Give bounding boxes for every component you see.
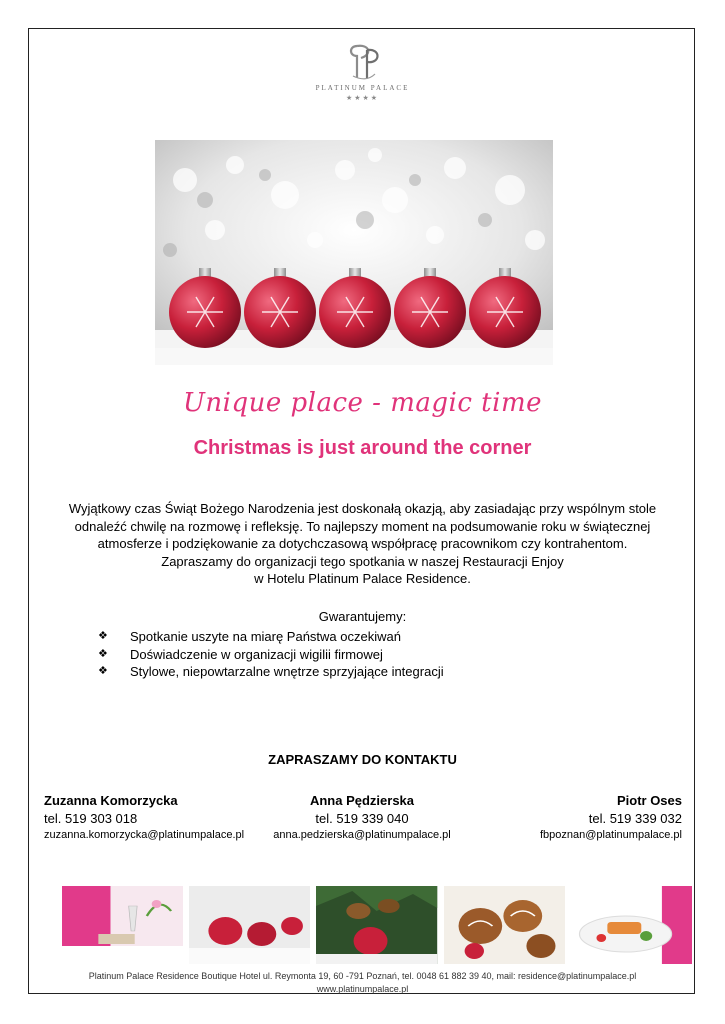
body-line: Wyjątkowy czas Świąt Bożego Narodzenia jest doskonałą okazją, aby zasiadając przy wspólnym stole [68,501,657,516]
list-item [98,663,444,681]
list-item [98,628,444,646]
contact-name: Zuzanna Komorzycka [44,793,178,808]
contact-card [540,792,682,845]
diamond-bullet-icon: ❖ [98,665,108,677]
subtitle: Christmas is just around the corner [193,437,532,459]
logo-monogram-icon [343,40,383,82]
photo-gingerbread [444,886,565,964]
photo-table-setting [62,886,183,964]
photo-strip [62,886,692,964]
footer-website-link[interactable]: www.platinumpalace.pl [316,984,409,994]
contact-phone[interactable]: tel. 519 339 032 [588,810,682,826]
diamond-bullet-icon: ❖ [98,630,108,642]
list-item-text: Stylowe, niepowtarzalne wnętrze sprzyjające integracji [130,664,444,679]
photo-plated-dish [571,886,692,964]
contact-email-link[interactable]: zuzanna.komorzycka@platinumpalace.pl [44,829,245,841]
body-line: atmosferze i podziękowanie za dotychczasową współpracę pracownikom czy kontrahentom. [97,536,628,551]
contact-name: Piotr Oses [616,793,682,808]
list-item-text: Doświadczenie w organizacji wigilii firmowej [130,646,383,662]
hero-image-christmas-baubles [155,140,553,365]
photo-pine-and-cones [316,886,437,964]
logo-stars: ★★★★ [345,95,380,102]
contact-email-link[interactable]: anna.pedzierska@platinumpalace.pl [273,829,451,841]
diamond-bullet-icon: ❖ [98,647,108,660]
logo-name: PLATINUM PALACE [315,84,410,92]
body-paragraph [40,500,685,588]
guarantee-list [98,628,444,681]
body-line: Zapraszamy do organizacji tego spotkania w naszej Restauracji Enjoy [161,553,564,569]
footer [0,970,725,996]
photo-red-baubles [189,886,310,964]
contact-heading: ZAPRASZAMY DO KONTAKTU [268,752,457,767]
contact-phone[interactable]: tel. 519 339 040 [315,810,409,826]
tagline: Unique place - magic time [183,388,542,418]
body-line: w Hotelu Platinum Palace Residence. [254,571,471,586]
contact-name: Anna Pędzierska [309,793,415,808]
contact-card [262,792,462,845]
list-item [98,646,444,664]
hotel-logo [300,40,425,102]
guarantee-label: Gwarantujemy: [318,609,407,624]
footer-address: Platinum Palace Residence Boutique Hotel ul. Reymonta 19, 60 -791 Poznań, tel. 0048 61 882 39 40, mail: residence@platinumpalace.pl [88,971,637,981]
contact-email-link[interactable]: fbpoznan@platinumpalace.pl [539,829,682,841]
contact-phone[interactable]: tel. 519 303 018 [44,810,138,826]
body-line: odnaleźć chwilę na rozmowę i refleksję. To najlepszy moment na podsumowanie roku w świątecznej [74,518,651,534]
contact-card [44,792,244,845]
list-item-text: Spotkanie uszyte na miarę Państwa oczekiwań [130,629,401,644]
